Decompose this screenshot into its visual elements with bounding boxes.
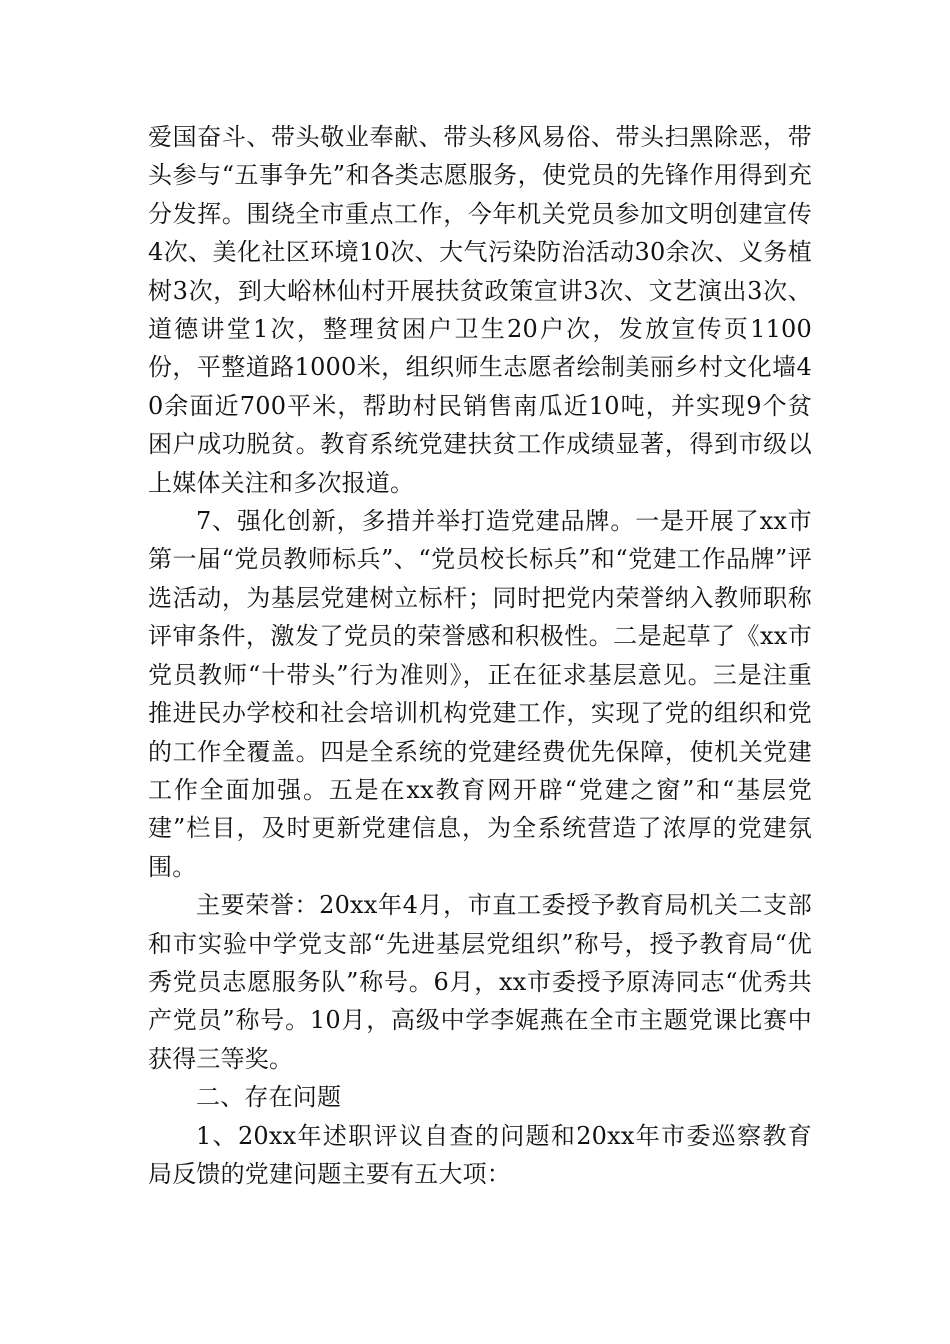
paragraph-main-honors: 主要荣誉：20xx年4月，市直工委授予教育局机关二支部和市实验中学党支部“先进基层党组织”称号，授予教育局“优秀党员志愿服务队”称号。6月，xx市委授予原涛同志“优秀共产党员”称号。10月，高级中学李娓燕在全市主题党课比赛中获得三等奖。 xyxy=(148,891,812,1073)
section-heading-existing-problems: 二、存在问题 xyxy=(196,1083,342,1112)
document-page xyxy=(148,118,812,1193)
paragraph-volunteer-service: 爱国奋斗、带头敬业奉献、带头移风易俗、带头扫黑除恶，带头参与“五事争先”和各类志愿服务，使党员的先锋作用得到充分发挥。围绕全市重点工作，今年机关党员参加文明创建宣传4次、美化社区环境10次、大气污染防治活动30余次、义务植树3次，到大峪林仙村开展扶贫政策宣讲3次、文艺演出3次、道德讲堂1次，整理贫困户卫生20户次，发放宣传页1100份，平整道路1000米，组织师生志愿者绘制美丽乡村文化墙40余面近700平米，帮助村民销售南瓜近10吨，并实现9个贫困户成功脱贫。教育系统党建扶贫工作成绩显著，得到市级以上媒体关注和多次报道。 xyxy=(148,123,812,497)
paragraph-problem-summary: 1、20xx年述职评议自查的问题和20xx年市委巡察教育局反馈的党建问题主要有五大项： xyxy=(148,1121,812,1188)
paragraph-party-brand: 7、强化创新，多措并举打造党建品牌。一是开展了xx市第一届“党员教师标兵”、“党员校长标兵”和“党建工作品牌”评选活动，为基层党建树立标杆；同时把党内荣誉纳入教师职称评审条件，激发了党员的荣誉感和积极性。二是起草了《xx市党员教师“十带头”行为准则》，正在征求基层意见。三是注重推进民办学校和社会培训机构党建工作，实现了党的组织和党的工作全覆盖。四是全系统的党建经费优先保障，使机关党建工作全面加强。五是在xx教育网开辟“党建之窗”和“基层党建”栏目，及时更新党建信息，为全系统营造了浓厚的党建氛围。 xyxy=(148,507,812,881)
